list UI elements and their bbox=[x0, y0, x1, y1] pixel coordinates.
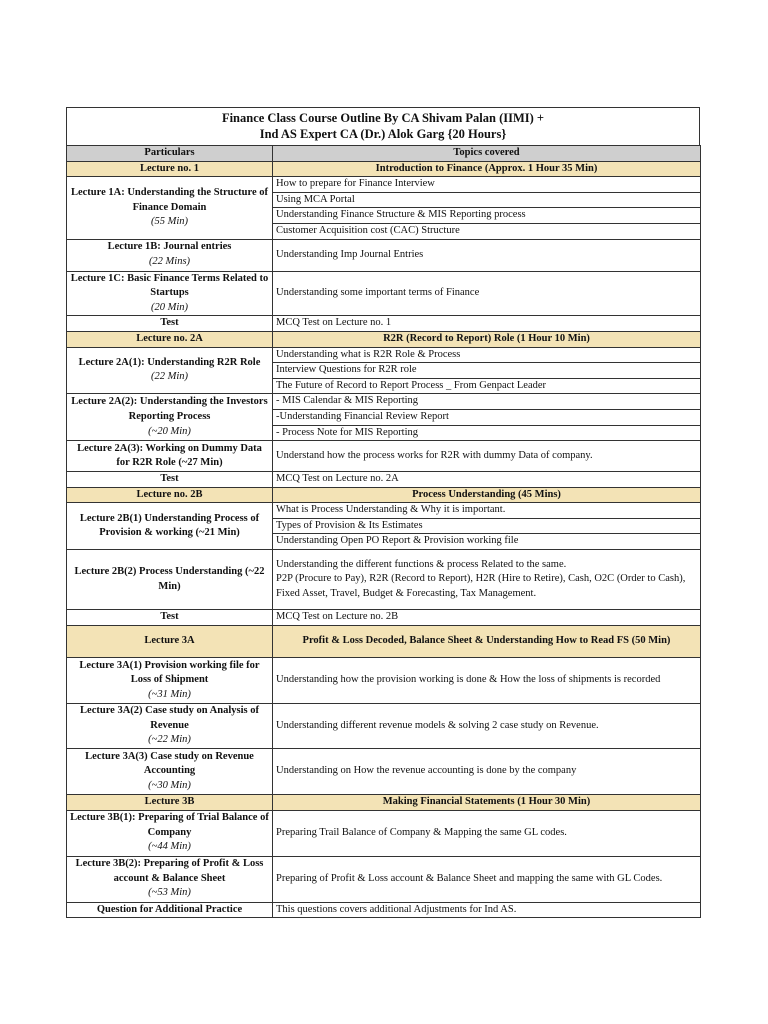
table-row bbox=[67, 239, 701, 271]
lecture-item-duration: (20 Min) bbox=[150, 301, 189, 313]
lecture-item-name: Test bbox=[160, 611, 179, 623]
table-row bbox=[67, 550, 701, 610]
lecture-item bbox=[67, 658, 273, 704]
table-row bbox=[67, 271, 701, 316]
topic-cell: Types of Provision & Its Estimates bbox=[273, 518, 701, 534]
topic-cell: Customer Acquisition cost (CAC) Structure bbox=[273, 223, 701, 239]
lecture-item bbox=[67, 271, 273, 316]
lecture-item-duration: (~30 Min) bbox=[148, 779, 191, 791]
lecture-item-duration: (~20 Min) bbox=[148, 425, 191, 437]
table-row bbox=[67, 610, 701, 626]
lecture-item bbox=[67, 472, 273, 488]
lecture-header-row bbox=[67, 331, 701, 347]
lecture-item bbox=[67, 316, 273, 332]
lecture-item-duration: (~53 Min) bbox=[148, 887, 191, 899]
lecture-item-name: Lecture 2B(2) Process Understanding (~22 Min) bbox=[74, 565, 265, 592]
section-heading: Process Understanding (45 Mins) bbox=[273, 487, 701, 503]
lecture-item bbox=[67, 749, 273, 795]
table-row bbox=[67, 810, 701, 856]
lecture-item-duration: (55 Min) bbox=[150, 216, 189, 228]
topic-cell: The Future of Record to Report Process _ From Genpact Leader bbox=[273, 378, 701, 394]
lecture-label: Lecture no. 1 bbox=[67, 161, 273, 177]
section-heading: Introduction to Finance (Approx. 1 Hour 35 Min) bbox=[273, 161, 701, 177]
lecture-item bbox=[67, 704, 273, 749]
lecture-item-duration: (~44 Min) bbox=[148, 841, 191, 853]
lecture-item bbox=[67, 550, 273, 610]
topic-cell: - Process Note for MIS Reporting bbox=[273, 425, 701, 441]
topic-cell: Preparing Trail Balance of Company & Mapping the same GL codes. bbox=[273, 810, 701, 856]
lecture-item bbox=[67, 902, 273, 918]
topic-cell: MCQ Test on Lecture no. 2B bbox=[273, 610, 701, 626]
table-row bbox=[67, 503, 701, 519]
lecture-label: Lecture no. 2A bbox=[67, 331, 273, 347]
table-row bbox=[67, 441, 701, 472]
topic-cell: Understanding Open PO Report & Provision working file bbox=[273, 534, 701, 550]
course-outline-document bbox=[66, 107, 700, 918]
section-heading: Profit & Loss Decoded, Balance Sheet & Understanding How to Read FS (50 Min) bbox=[273, 626, 701, 658]
header-topics-covered: Topics covered bbox=[273, 146, 701, 162]
topic-cell: Understanding some important terms of Finance bbox=[273, 271, 701, 316]
lecture-header-row bbox=[67, 487, 701, 503]
lecture-item-duration: (22 Mins) bbox=[148, 256, 191, 268]
lecture-item-duration: (~31 Min) bbox=[148, 688, 191, 700]
lecture-label: Lecture 3B bbox=[67, 795, 273, 811]
lecture-item-name: Test bbox=[160, 473, 179, 485]
topic-cell: This questions covers additional Adjustments for Ind AS. bbox=[273, 902, 701, 918]
table-row bbox=[67, 472, 701, 488]
topic-cell: Understanding the different functions & process Related to the same. P2P (Procure to Pay), R2R (Record to Report), H2R (Hire to Retire), Cash, O2C (Order to Cash), Fixed Asset, Travel, Budget & Forecasting, Tax Management. bbox=[273, 550, 701, 610]
topic-cell: MCQ Test on Lecture no. 2A bbox=[273, 472, 701, 488]
table-row bbox=[67, 316, 701, 332]
lecture-item-duration: (22 Min) bbox=[150, 371, 189, 383]
table-row bbox=[67, 347, 701, 363]
lecture-header-row bbox=[67, 626, 701, 658]
document-title bbox=[66, 107, 700, 145]
section-heading: Making Financial Statements (1 Hour 30 Min) bbox=[273, 795, 701, 811]
table-row bbox=[67, 177, 701, 193]
lecture-item bbox=[67, 394, 273, 441]
lecture-item-name: Lecture 3B(2): Preparing of Profit & Loss account & Balance Sheet bbox=[75, 858, 264, 884]
lecture-item-name: Lecture 3B(1): Preparing of Trial Balance of Company bbox=[70, 812, 269, 838]
lecture-item-name: Lecture 1C: Basic Finance Terms Related to Startups bbox=[70, 272, 269, 299]
lecture-item bbox=[67, 177, 273, 239]
topic-cell: Interview Questions for R2R role bbox=[273, 363, 701, 379]
lecture-item-name: Lecture 2B(1) Understanding Process of Provision & working (~21 Min) bbox=[79, 512, 260, 539]
lecture-item bbox=[67, 239, 273, 271]
table-row bbox=[67, 394, 701, 410]
lecture-item-duration: (~22 Min) bbox=[148, 734, 191, 746]
title-line-2: Ind AS Expert CA (Dr.) Alok Garg {20 Hours} bbox=[259, 127, 507, 141]
topic-cell: Understanding how the provision working is done & How the loss of shipments is recorded bbox=[273, 658, 701, 704]
topic-cell: Using MCA Portal bbox=[273, 192, 701, 208]
topic-cell: -Understanding Financial Review Report bbox=[273, 409, 701, 425]
topic-cell: Understand how the process works for R2R with dummy Data of company. bbox=[273, 441, 701, 472]
table-header-row bbox=[67, 146, 701, 162]
lecture-header-row bbox=[67, 161, 701, 177]
topic-cell: Understanding different revenue models & solving 2 case study on Revenue. bbox=[273, 704, 701, 749]
table-row bbox=[67, 658, 701, 704]
topic-cell: Understanding on How the revenue accounting is done by the company bbox=[273, 749, 701, 795]
lecture-item-name: Lecture 3A(2) Case study on Analysis of Revenue bbox=[80, 705, 259, 731]
lecture-item bbox=[67, 610, 273, 626]
lecture-header-row bbox=[67, 795, 701, 811]
topic-cell: Understanding Finance Structure & MIS Reporting process bbox=[273, 208, 701, 224]
topic-cell: - MIS Calendar & MIS Reporting bbox=[273, 394, 701, 410]
lecture-item-name: Question for Additional Practice bbox=[96, 903, 243, 915]
lecture-item-name: Lecture 3A(3) Case study on Revenue Accounting bbox=[85, 750, 254, 777]
lecture-label: Lecture no. 2B bbox=[67, 487, 273, 503]
lecture-label: Lecture 3A bbox=[67, 626, 273, 658]
topic-cell: How to prepare for Finance Interview bbox=[273, 177, 701, 193]
topic-cell: Understanding Imp Journal Entries bbox=[273, 239, 701, 271]
topic-cell: MCQ Test on Lecture no. 1 bbox=[273, 316, 701, 332]
table-row bbox=[67, 749, 701, 795]
lecture-item-name: Lecture 2A(3): Working on Dummy Data for R2R Role (~27 Min) bbox=[77, 442, 262, 469]
course-outline-table bbox=[66, 145, 701, 918]
topic-cell: What is Process Understanding & Why it is important. bbox=[273, 503, 701, 519]
table-row bbox=[67, 856, 701, 902]
section-heading: R2R (Record to Report) Role (1 Hour 10 Min) bbox=[273, 331, 701, 347]
lecture-item bbox=[67, 441, 273, 472]
topic-cell: Preparing of Profit & Loss account & Balance Sheet and mapping the same with GL Codes. bbox=[273, 856, 701, 902]
lecture-item bbox=[67, 810, 273, 856]
lecture-item bbox=[67, 503, 273, 550]
table-row bbox=[67, 704, 701, 749]
lecture-item-name: Lecture 1B: Journal entries bbox=[107, 241, 232, 253]
title-line-1: Finance Class Course Outline By CA Shivam Palan (IIMI) + bbox=[221, 111, 545, 125]
lecture-item-name: Lecture 1A: Understanding the Structure of Finance Domain bbox=[70, 186, 269, 213]
lecture-item bbox=[67, 856, 273, 902]
lecture-item-name: Lecture 3A(1) Provision working file for Loss of Shipment bbox=[79, 659, 260, 686]
topic-cell: Understanding what is R2R Role & Process bbox=[273, 347, 701, 363]
lecture-item bbox=[67, 347, 273, 394]
lecture-item-name: Lecture 2A(1): Understanding R2R Role bbox=[78, 356, 261, 368]
table-row bbox=[67, 902, 701, 918]
lecture-item-name: Lecture 2A(2): Understanding the Investors Reporting Process bbox=[71, 396, 268, 422]
lecture-item-name: Test bbox=[160, 317, 179, 329]
header-particulars: Particulars bbox=[67, 146, 273, 162]
